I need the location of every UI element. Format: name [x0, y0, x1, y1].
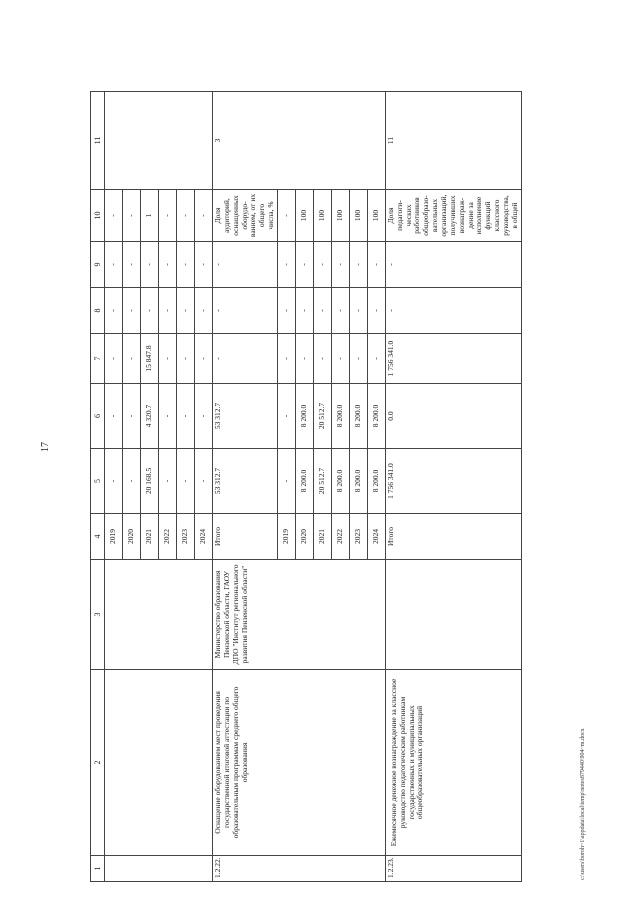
header-cell: 4	[91, 514, 105, 560]
header-cell: 3	[91, 560, 105, 670]
page-number: 17	[40, 442, 51, 452]
table-row: 2024 8 200.0 8 200.0 - - - 100	[367, 92, 385, 882]
item-title: Ежемесячное денежное вознаграждение за классное руководство педагогическим работникам государственных и муниципальных общеобразовательных организаций	[385, 670, 521, 856]
header-cell: 7	[91, 334, 105, 384]
table-row-total: 1.2.23. Ежемесячное денежное вознаграждение за классное руководство педагогическим работникам государственных и муниципальных общеобразовательных организаций Итого 1 756 341.0 0.0 1 756 341.0 - - Доля педагоги-ческих работников общеобразо-вательных организаций, получивших вознаграж-дение за исполнение функций классного руководства, в общей 11	[385, 92, 521, 882]
item-executor: Министерство образования Пензенской области, ГАОУ ДПО "Институт регионального развития Пензенской области"	[213, 560, 386, 670]
table-row: 2023 - - - - - -	[177, 92, 195, 882]
header-cell: 6	[91, 384, 105, 449]
footer-path: c:\users\boroh~1\appdata\local\temp\notes879440\904~m.docx	[580, 728, 586, 880]
item-number: 1.2.23.	[385, 856, 521, 882]
table-row: 2023 8 200.0 8 200.0 - - - 100	[349, 92, 367, 882]
table-row: 2021 20 168.5 4 320.7 15 847.8 - - 1	[141, 92, 159, 882]
table-row: 2024 - - - - - -	[195, 92, 213, 882]
header-cell: 8	[91, 288, 105, 334]
table-row: 2022 - - - - - -	[159, 92, 177, 882]
header-cell: 5	[91, 449, 105, 514]
item-number: 1.2.22.	[213, 856, 386, 882]
header-cell: 10	[91, 190, 105, 242]
table-row: 2021 20 512.7 20 512.7 - - - 100	[313, 92, 331, 882]
item-title: Оснащение оборудованием мест проведения государственной итоговой аттестации по образовательным программам среднего общего образования	[213, 670, 386, 856]
table-row: 2022 8 200.0 8 200.0 - - - 100	[331, 92, 349, 882]
header-row	[91, 92, 105, 882]
header-cell: 11	[91, 92, 105, 190]
program-table	[90, 91, 522, 882]
rotated-page	[90, 92, 580, 882]
table-row: 2020 - - - - - -	[123, 92, 141, 882]
table-row: 2019 - - - - - -	[277, 92, 295, 882]
table-row-total: 1.2.22. Оснащение оборудованием мест проведения государственной итоговой аттестации по образовательным программам среднего общего образования Министерство образования Пензенской области, ГАОУ ДПО "Институт регионального развития Пензенской области" Итого 53 312.7 53 312.7 - - - Доля аудиторий, оснащенных оборудо-ванием, от их общего числа, % 3	[213, 92, 278, 882]
indicator-text: Доля аудиторий, оснащенных оборудо-ванием, от их общего числа, %	[213, 190, 278, 242]
header-cell: 1	[91, 856, 105, 882]
table-row: 2019 - - - - - -	[105, 92, 123, 882]
header-cell: 2	[91, 670, 105, 856]
header-cell: 9	[91, 242, 105, 288]
indicator-text: Доля педагоги-ческих работников общеобразо-вательных организаций, получивших вознаграж-дение за исполнение функций классного руководства, в общей	[385, 190, 521, 242]
table-row: 2020 8 200.0 8 200.0 - - - 100	[295, 92, 313, 882]
